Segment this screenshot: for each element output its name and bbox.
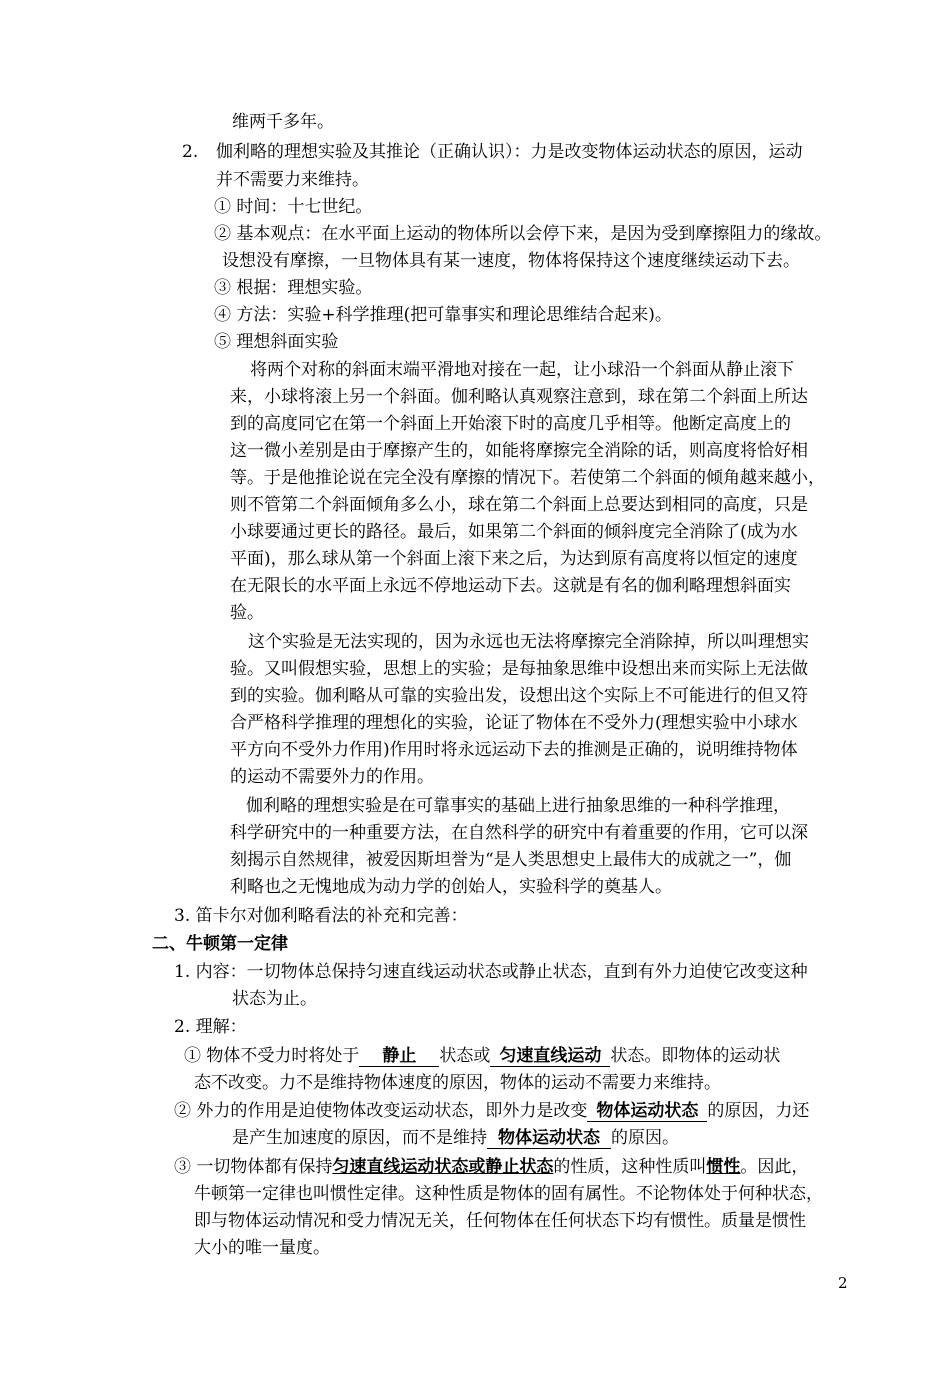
text-line: ② 基本观点：在水平面上运动的物体所以会停下来，是因为受到摩擦阻力的缘故。 (214, 224, 832, 244)
fill-in-line (174, 1099, 809, 1123)
text-segment: 的原因。 (611, 1128, 679, 1148)
text-line: ① 时间：十七世纪。 (214, 197, 373, 217)
section-heading: 二、牛顿第一定律 (152, 934, 288, 954)
text-line: 平方向不受外力作用)作用时将永远运动下去的推测是正确的，说明维持物体 (230, 740, 798, 760)
text-line: 伽利略的理想实验及其推论（正确认识）：力是改变物体运动状态的原因，运动 (216, 142, 803, 162)
text-line: 小球要通过更长的路径。最后，如果第二个斜面的倾斜度完全消除了(成为水 (230, 522, 798, 542)
text-line: 合严格科学推理的理想化的实验，论证了物体在不受外力(理想实验中小球水 (230, 713, 798, 733)
text-line: ⑤ 理想斜面实验 (214, 332, 339, 352)
text-line: 验。又叫假想实验，思想上的实验；是每抽象思维中设想出来而实际上无法做 (230, 659, 808, 679)
list-number: 2. (182, 142, 199, 162)
text-line: 态不改变。力不是维持物体速度的原因，物体的运动不需要力来维持。 (194, 1073, 721, 1093)
text-line: 伽利略的理想实验是在可靠事实的基础上进行抽象思维的一种科学推理， (246, 796, 790, 816)
text-line: 大小的唯一量度。 (194, 1238, 330, 1258)
text-line: 并不需要力来维持。 (216, 170, 369, 190)
text-line: 这个实验是无法实现的，因为永远也无法将摩擦完全消除掉，所以叫理想实 (248, 632, 809, 652)
text-segment: 。因此， (740, 1157, 809, 1177)
text-line: 则不管第二个斜面倾角多么小，球在第二个斜面上总要达到相同的高度，只是 (230, 495, 808, 515)
text-segment: 的原因，力还 (707, 1101, 810, 1121)
text-line: 来，小球将滚上另一个斜面。伽利略认真观察注意到，球在第二个斜面上所达 (230, 387, 808, 407)
answer-blank: 物体运动状态 (587, 1101, 707, 1122)
text-segment: ② 外力的作用是迫使物体改变运动状态，即外力是改变 (174, 1101, 588, 1121)
text-line: 这一微小差别是由于摩擦产生的，如能将摩擦完全消除的话，则高度将恰好相 (230, 441, 808, 461)
text-line: 等。于是他推论说在完全没有摩擦的情况下。若使第二个斜面的倾角越来越小， (230, 468, 825, 488)
answer-blank: 静止 (359, 1046, 439, 1067)
text-segment: 状态或 (439, 1046, 491, 1066)
text-line: 刻揭示自然规律，被爱因斯坦誉为“是人类思想史上最伟大的成就之一”，伽 (230, 850, 792, 870)
answer-blank: 物体运动状态 (487, 1128, 611, 1149)
text-line: 维两千多年。 (232, 112, 334, 132)
text-line: 将两个对称的斜面末端平滑地对接在一起，让小球沿一个斜面从静止滚下 (250, 360, 794, 380)
text-line: 科学研究中的一种重要方法，在自然科学的研究中有着重要的作用，它可以深 (230, 823, 808, 843)
answer-blank: 匀速直线运动 (490, 1046, 610, 1067)
text-line: 利略也之无愧地成为动力学的创始人，实验科学的奠基人。 (230, 877, 672, 897)
text-line: 到的高度同它在第一个斜面上开始滚下时的高度几乎相等。他断定高度上的 (230, 414, 791, 434)
text-line: 3. 笛卡尔对伽利略看法的补充和完善： (174, 906, 468, 926)
text-line: 2. 理解： (174, 1017, 247, 1037)
text-line: 牛顿第一定律也叫惯性定律。这种性质是物体的固有属性。不论物体处于何种状态， (194, 1184, 823, 1204)
fill-in-line (184, 1044, 780, 1068)
text-segment: ③ 一切物体都有保持 (174, 1157, 333, 1177)
fill-in-line (174, 1155, 808, 1179)
text-line: 的运动不需要外力的作用。 (230, 767, 434, 787)
text-line: 即与物体运动情况和受力情况无关，任何物体在任何状态下均有惯性。质量是惯性 (194, 1211, 806, 1231)
fill-in-line (232, 1126, 679, 1150)
text-segment: 是产生加速度的原因，而不是维持 (232, 1128, 487, 1148)
text-line: ③ 根据：理想实验。 (214, 278, 373, 298)
text-line: 设想没有摩擦，一旦物体具有某一速度，物体将保持这个速度继续运动下去。 (222, 251, 800, 271)
text-segment: ① 物体不受力时将处于 (184, 1046, 360, 1066)
page-number: 2 (838, 1274, 848, 1292)
underlined-answer: 匀速直线运动状态或静止状态 (332, 1157, 554, 1177)
text-line: 验。 (230, 603, 264, 623)
text-line: 在无限长的水平面上永远不停地运动下去。这就是有名的伽利略理想斜面实 (230, 576, 791, 596)
text-line: 状态为止。 (232, 989, 317, 1009)
text-line: 平面)，那么球从第一个斜面上滚下来之后，为达到原有高度将以恒定的速度 (230, 549, 798, 569)
text-segment: 的性质，这种性质叫 (553, 1157, 707, 1177)
text-line: 1. 内容：一切物体总保持匀速直线运动状态或静止状态，直到有外力迫使它改变这种 (174, 962, 808, 982)
text-line: 到的实验。伽利略从可靠的实验出发，设想出这个实际上不可能进行的但又符 (230, 686, 808, 706)
underlined-answer: 惯性 (706, 1157, 741, 1177)
text-segment: 状态。即物体的运动状 (610, 1046, 781, 1066)
text-line: ④ 方法：实验+科学推理(把可靠事实和理论思维结合起来)。 (214, 305, 672, 325)
